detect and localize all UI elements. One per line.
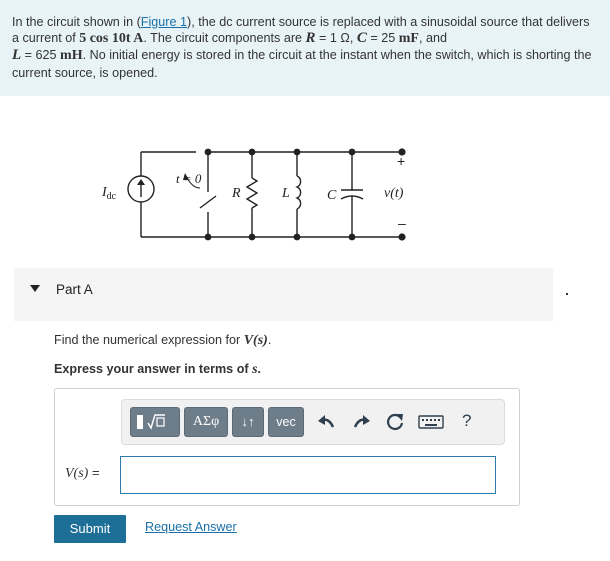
terminal-dot [398, 233, 405, 240]
arrows-button[interactable]: ↓↑ [232, 407, 264, 437]
question-prompt: Find the numerical expression for [54, 333, 244, 347]
l-value: = 625 [21, 48, 61, 63]
problem-text-2: ), the dc current source is replaced with a sinusoidal source that delivers a current of [12, 15, 590, 46]
node-dot [205, 234, 212, 241]
l-unit: mH [60, 48, 83, 64]
voltage-label: v(t) [384, 186, 404, 201]
part-title: Part A [56, 282, 93, 297]
answer-label-math: V(s) [65, 466, 89, 481]
l-symbol: L [12, 47, 22, 64]
dot-marker [566, 293, 568, 295]
template-button[interactable] [130, 407, 180, 437]
keyboard-icon[interactable] [416, 409, 446, 435]
c-symbol: C [356, 30, 367, 47]
vec-button[interactable]: vec [268, 407, 304, 437]
problem-text-4: , and [418, 31, 447, 46]
instruction-math: s [252, 362, 258, 377]
undo-icon[interactable] [314, 409, 340, 435]
answer-box [54, 388, 520, 506]
r-value: = 1 Ω, [315, 31, 357, 46]
instruction-period: . [257, 362, 262, 376]
math-toolbar [121, 399, 505, 445]
node-dot [205, 149, 212, 156]
greek-button[interactable]: ΑΣφ [184, 407, 228, 437]
help-button[interactable]: ? [462, 411, 472, 430]
reset-icon[interactable] [382, 409, 408, 435]
node-dot [349, 234, 356, 241]
submit-button[interactable]: Submit [54, 515, 126, 543]
plus-sign: + [397, 153, 406, 169]
c-unit: mF [398, 31, 419, 47]
request-answer-link[interactable]: Request Answer [145, 520, 237, 534]
node-dot [294, 234, 301, 241]
current-expression: 5 cos 10t A [79, 31, 144, 47]
question-period: . [267, 333, 272, 347]
inductor-label: L [282, 186, 290, 201]
node-dot [249, 234, 256, 241]
node-dot [294, 149, 301, 156]
question-math: V(s) [243, 333, 268, 348]
fraction-sqrt-icon [131, 408, 179, 436]
node-dot [349, 149, 356, 156]
source-label: $I_{dc}$ [102, 185, 117, 202]
problem-text-3: . The circuit components are [143, 31, 306, 46]
instruction-text [54, 362, 261, 378]
problem-statement [0, 0, 610, 96]
resistor-label: R [232, 186, 241, 201]
redo-icon[interactable] [348, 409, 374, 435]
caret-down-icon[interactable] [30, 285, 40, 292]
capacitor-label: C [327, 188, 337, 203]
source-arrow-icon [137, 179, 145, 185]
problem-text-1: In the circuit shown in ( [12, 15, 141, 29]
answer-label [65, 465, 100, 482]
problem-text-5: . No initial energy is stored in the circuit at the instant when the switch, which is shorting the current source, is opened. [12, 48, 592, 80]
answer-label-eq: = [88, 465, 100, 480]
part-a-header[interactable] [14, 268, 553, 321]
circuit-diagram[interactable] [90, 140, 420, 260]
question-text [54, 333, 271, 349]
c-value: = 25 [366, 31, 399, 46]
answer-input[interactable] [120, 456, 496, 494]
figure-link[interactable]: Figure 1 [140, 15, 187, 29]
switch-label: t = 0 [176, 171, 202, 186]
node-dot [249, 149, 256, 156]
r-symbol: R [305, 30, 316, 47]
instruction-prompt: Express your answer in terms of [54, 362, 253, 376]
minus-sign: – [398, 215, 406, 231]
